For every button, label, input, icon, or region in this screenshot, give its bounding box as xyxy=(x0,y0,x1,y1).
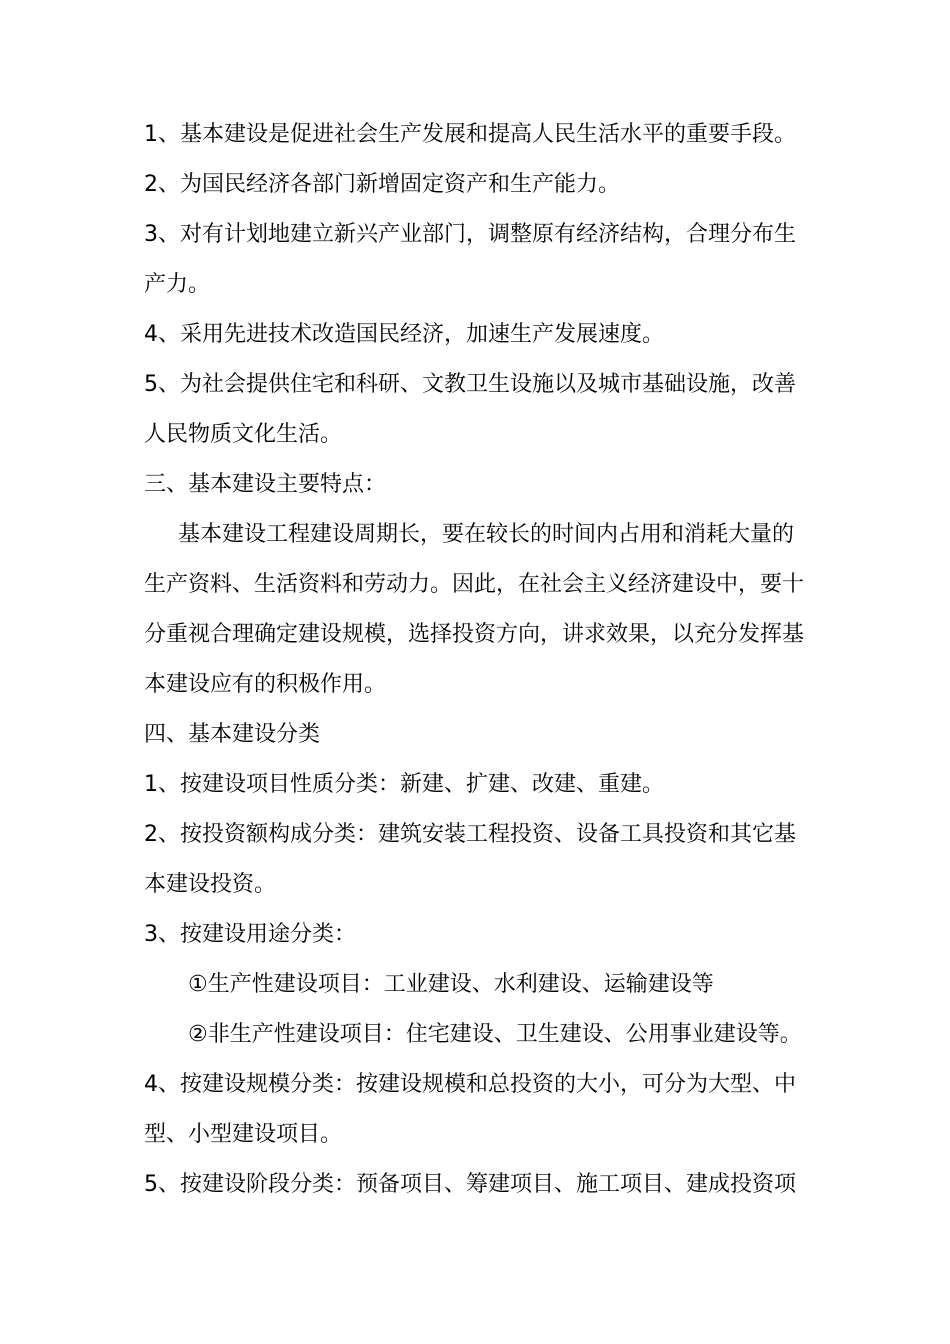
sub-item-1: ①生产性建设项目：工业建设、水利建设、运输建设等 xyxy=(188,972,714,997)
classification-item-4: 4、按建设规模分类：按建设规模和总投资的大小，可分为大型、中 xyxy=(144,1072,796,1097)
sub-item-2: ②非生产性建设项目：住宅建设、卫生建设、公用事业建设等。 xyxy=(188,1022,802,1047)
list-item-3-continued: 产力。 xyxy=(144,272,211,297)
paragraph-line: 基本建设工程建设周期长，要在较长的时间内占用和消耗大量的 xyxy=(178,522,795,547)
classification-item-5: 5、按建设阶段分类：预备项目、筹建项目、施工项目、建成投资项 xyxy=(144,1172,796,1197)
paragraph-line: 生产资料、生活资料和劳动力。因此，在社会主义经济建设中，要十 xyxy=(144,572,805,597)
list-item-2: 2、为国民经济各部门新增固定资产和生产能力。 xyxy=(144,172,620,197)
list-item-5: 5、为社会提供住宅和科研、文教卫生设施以及城市基础设施，改善 xyxy=(144,372,796,397)
paragraph-line: 分重视合理确定建设规模，选择投资方向，讲求效果，以充分发挥基 xyxy=(144,622,805,647)
paragraph-line: 本建设应有的积极作用。 xyxy=(144,672,387,697)
section-heading-3: 三、基本建设主要特点： xyxy=(144,472,387,497)
classification-item-2-continued: 本建设投资。 xyxy=(144,872,277,897)
section-heading-4: 四、基本建设分类 xyxy=(144,722,321,747)
classification-item-1: 1、按建设项目性质分类：新建、扩建、改建、重建。 xyxy=(144,772,664,797)
list-item-1: 1、基本建设是促进社会生产发展和提高人民生活水平的重要手段。 xyxy=(144,122,796,147)
document-body xyxy=(144,110,809,1210)
classification-item-2: 2、按投资额构成分类：建筑安装工程投资、设备工具投资和其它基 xyxy=(144,822,796,847)
list-item-3: 3、对有计划地建立新兴产业部门，调整原有经济结构，合理分布生 xyxy=(144,222,796,247)
list-item-4: 4、采用先进技术改造国民经济，加速生产发展速度。 xyxy=(144,322,664,347)
classification-item-3: 3、按建设用途分类： xyxy=(144,922,356,947)
list-item-5-continued: 人民物质文化生活。 xyxy=(144,422,343,447)
classification-item-4-continued: 型、小型建设项目。 xyxy=(144,1122,343,1147)
